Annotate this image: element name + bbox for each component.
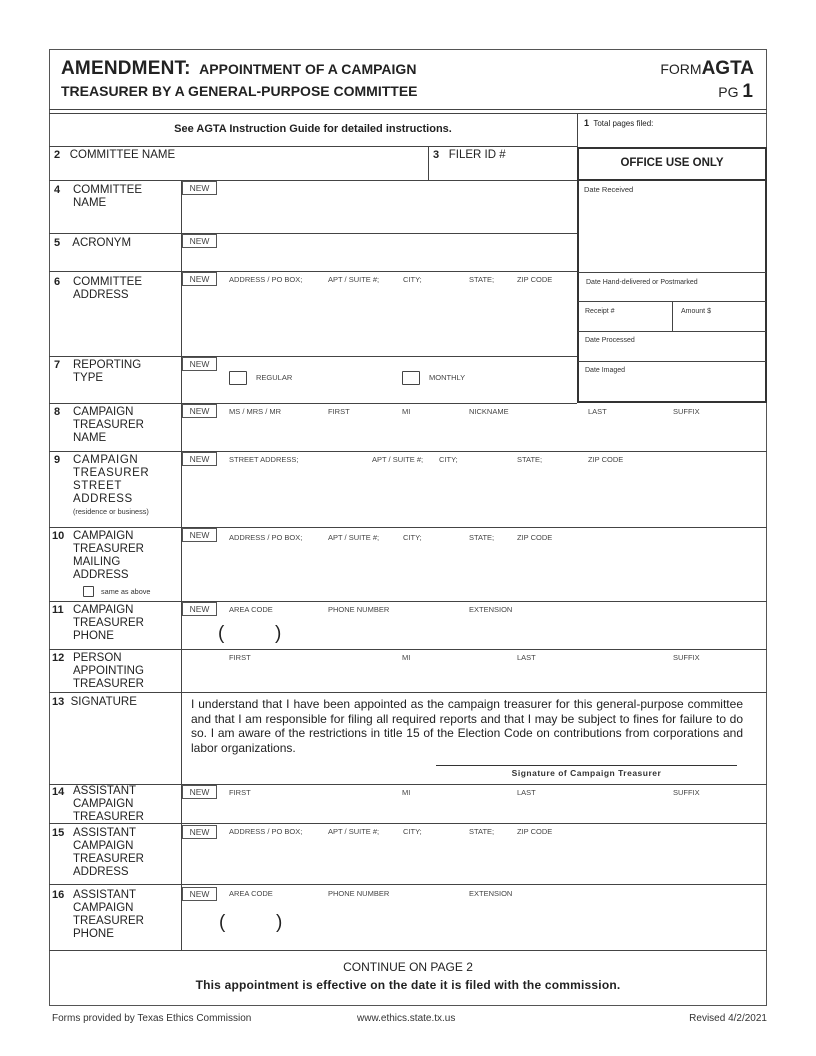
divider — [49, 403, 577, 404]
date-imaged-label: Date Imaged — [585, 367, 626, 374]
divider — [49, 271, 577, 272]
subfield-apt: APT / SUITE #; — [328, 275, 380, 284]
divider — [49, 784, 767, 785]
divider — [49, 146, 577, 147]
subfield-last: LAST — [588, 407, 607, 416]
instructions-text: See AGTA Instruction Guide for detailed instructions. — [174, 123, 452, 135]
form-code: FORMAGTA — [660, 58, 754, 79]
field-15-label: 15 — [52, 827, 65, 839]
divider — [49, 180, 577, 181]
subfield-state: STATE; — [469, 827, 495, 836]
subfield-zip: ZIP CODE — [588, 455, 624, 464]
field-12-label-text: PERSON APPOINTING TREASURER — [73, 652, 144, 690]
subfield-state: STATE; — [469, 275, 495, 284]
subfield-mi: MI — [402, 788, 411, 797]
assistant-extension-input[interactable] — [469, 915, 589, 933]
divider — [577, 114, 578, 147]
filer-id-input[interactable] — [434, 163, 574, 179]
footer-website[interactable]: www.ethics.state.tx.us — [357, 1013, 456, 1024]
field-5-label: 5 ACRONYM — [54, 237, 132, 249]
footer-provider: Forms provided by Texas Ethics Commission — [52, 1013, 252, 1024]
regular-label: REGULAR — [256, 373, 293, 382]
field-15-label-text: ASSISTANT CAMPAIGN TREASURER ADDRESS — [73, 827, 144, 878]
effective-notice: This appointment is effective on the date it is filed with the commission. — [195, 978, 621, 992]
treasurer-extension-input[interactable] — [469, 626, 589, 644]
new-indicator[interactable]: NEW — [182, 602, 217, 616]
title-appointment: APPOINTMENT OF A CAMPAIGN — [199, 61, 417, 77]
subfield-first: FIRST — [229, 653, 251, 662]
total-pages-input[interactable] — [655, 130, 755, 144]
footer-revised: Revised 4/2/2021 — [689, 1013, 767, 1024]
divider — [428, 147, 429, 181]
field-7-label: 7 — [54, 359, 61, 371]
divider — [578, 179, 766, 181]
subfield-salutation: MS / MRS / MR — [229, 407, 282, 416]
new-indicator[interactable]: NEW — [182, 825, 217, 839]
subfield-apt: APT / SUITE #; — [372, 455, 424, 464]
subfield-state: STATE; — [469, 533, 495, 542]
new-indicator[interactable]: NEW — [182, 528, 217, 542]
subfield-city: CITY; — [403, 275, 422, 284]
new-indicator[interactable]: NEW — [182, 404, 217, 418]
paren-open: ( — [218, 623, 225, 644]
divider — [49, 109, 767, 110]
field-4-label-text: COMMITTEE NAME — [73, 184, 142, 209]
subfield-last: LAST — [517, 653, 536, 662]
committee-address-input[interactable] — [186, 290, 571, 350]
subfield-phone-number: PHONE NUMBER — [328, 889, 390, 898]
field-14-label: 14 — [52, 786, 65, 798]
monthly-checkbox[interactable] — [402, 371, 420, 385]
divider — [49, 451, 767, 452]
same-as-above-checkbox[interactable] — [83, 586, 94, 597]
new-indicator[interactable]: NEW — [182, 887, 217, 901]
committee-name-input[interactable] — [55, 163, 425, 179]
divider — [578, 331, 766, 332]
subfield-apt: APT / SUITE #; — [328, 827, 380, 836]
divider — [49, 649, 767, 650]
field-14-label-text: ASSISTANT CAMPAIGN TREASURER — [73, 785, 144, 823]
subfield-last: LAST — [517, 788, 536, 797]
subfield-zip: ZIP CODE — [517, 533, 553, 542]
field-16-label-text: ASSISTANT CAMPAIGN TREASURER PHONE — [73, 889, 144, 940]
receipt-label: Receipt # — [585, 308, 615, 315]
committee-name-label: 2 COMMITTEE NAME — [54, 149, 176, 161]
field-8-label: 8 — [54, 406, 61, 418]
field-11-label: 11 — [52, 604, 64, 616]
amount-label: Amount $ — [681, 308, 711, 315]
field-9-label: 9 — [54, 454, 61, 466]
form-title — [61, 58, 416, 80]
divider — [49, 950, 767, 951]
acronym-input[interactable] — [186, 250, 571, 268]
regular-checkbox[interactable] — [229, 371, 247, 385]
subfield-address: ADDRESS / PO BOX; — [229, 275, 303, 284]
field-10-label-text: CAMPAIGN TREASURER MAILING ADDRESS — [73, 530, 144, 581]
subfield-address: ADDRESS / PO BOX; — [229, 827, 303, 836]
field-12-label: 12 — [52, 652, 65, 664]
field-6-label-text: COMMITTEE ADDRESS — [73, 276, 142, 301]
subfield-city: CITY; — [403, 827, 422, 836]
assistant-area-code-input[interactable] — [228, 915, 272, 933]
subfield-area-code: AREA CODE — [229, 605, 273, 614]
subfield-suffix: SUFFIX — [673, 653, 700, 662]
office-use-title: OFFICE USE ONLY — [620, 157, 724, 169]
new-indicator[interactable]: NEW — [182, 357, 217, 371]
subfield-nickname: NICKNAME — [469, 407, 509, 416]
field-13-label: 13 SIGNATURE — [52, 696, 137, 708]
same-as-above-label: same as above — [101, 587, 151, 596]
subfield-address: ADDRESS / PO BOX; — [229, 533, 303, 542]
subfield-zip: ZIP CODE — [517, 275, 553, 284]
subfield-city: CITY; — [403, 533, 422, 542]
subfield-extension: EXTENSION — [469, 889, 513, 898]
total-pages-label: 1 Total pages filed: — [584, 118, 654, 128]
paren-open: ( — [219, 912, 226, 933]
divider — [49, 823, 767, 824]
new-indicator[interactable]: NEW — [182, 272, 217, 286]
field-8-label-text: CAMPAIGN TREASURER NAME — [73, 406, 144, 444]
new-indicator[interactable]: NEW — [182, 452, 217, 466]
field-4-label: 4 — [54, 184, 61, 196]
signature-input[interactable] — [436, 750, 737, 764]
treasurer-phone-input[interactable] — [290, 626, 460, 644]
new-indicator[interactable]: NEW — [182, 181, 217, 195]
date-processed-label: Date Processed — [585, 337, 635, 344]
divider — [49, 527, 767, 528]
signature-statement: I understand that I have been appointed as the campaign treasurer for this general-purpose committee and that I am responsible for filing all required reports and that I may be subject to fines for failure to do so. I am aware of the restrictions in title 15 of the Election Code on contributions from corporations and labor organizations. — [191, 697, 743, 755]
signature-line — [436, 765, 737, 766]
subfield-apt: APT / SUITE #; — [328, 533, 380, 542]
subfield-first: FIRST — [328, 407, 350, 416]
continue-notice: CONTINUE ON PAGE 2 — [343, 960, 473, 974]
subfield-zip: ZIP CODE — [517, 827, 553, 836]
divider — [578, 272, 766, 273]
date-received-label: Date Received — [584, 185, 634, 194]
assistant-name-input[interactable] — [186, 800, 761, 820]
divider — [49, 884, 767, 885]
treasurer-mailing-input[interactable] — [186, 546, 761, 596]
treasurer-name-input[interactable] — [186, 420, 761, 446]
paren-close: ) — [276, 912, 283, 933]
residence-note: (residence or business) — [73, 507, 149, 516]
divider — [49, 692, 767, 693]
field-11-label-text: CAMPAIGN TREASURER PHONE — [73, 604, 144, 642]
filer-id-label: 3 FILER ID # — [433, 149, 506, 161]
paren-close: ) — [275, 623, 282, 644]
field-16-label: 16 — [52, 889, 65, 901]
new-indicator[interactable]: NEW — [182, 785, 217, 799]
title-line-2: TREASURER BY A GENERAL-PURPOSE COMMITTEE — [61, 83, 418, 99]
subfield-area-code: AREA CODE — [229, 889, 273, 898]
person-appointing-input[interactable] — [186, 665, 761, 687]
subfield-suffix: SUFFIX — [673, 788, 700, 797]
subfield-phone-number: PHONE NUMBER — [328, 605, 390, 614]
divider — [49, 113, 767, 114]
field-9-label-text: CAMPAIGN TREASURER STREET ADDRESS — [73, 454, 150, 505]
new-indicator[interactable]: NEW — [182, 234, 217, 248]
assistant-phone-input[interactable] — [290, 915, 460, 933]
new-committee-name-input[interactable] — [186, 198, 571, 230]
subfield-street: STREET ADDRESS; — [229, 455, 299, 464]
treasurer-area-code-input[interactable] — [228, 626, 272, 644]
treasurer-street-input[interactable] — [186, 468, 761, 522]
subfield-city: CITY; — [439, 455, 458, 464]
divider — [49, 233, 577, 234]
signature-caption: Signature of Campaign Treasurer — [511, 768, 662, 778]
subfield-extension: EXTENSION — [469, 605, 513, 614]
title-amendment: AMENDMENT: — [61, 58, 191, 79]
field-7-label-text: REPORTING TYPE — [73, 359, 142, 384]
divider — [578, 361, 766, 362]
monthly-label: MONTHLY — [429, 373, 466, 382]
subfield-suffix: SUFFIX — [673, 407, 700, 416]
subfield-mi: MI — [402, 407, 411, 416]
subfield-mi: MI — [402, 653, 411, 662]
divider — [49, 601, 767, 602]
page-number: PG 1 — [718, 81, 753, 102]
divider — [672, 301, 673, 331]
date-hand-delivered-label: Date Hand-delivered or Postmarked — [586, 279, 698, 286]
subfield-first: FIRST — [229, 788, 251, 797]
field-6-label: 6 — [54, 276, 61, 288]
divider — [49, 356, 577, 357]
field-10-label: 10 — [52, 530, 65, 542]
assistant-address-input[interactable] — [186, 840, 761, 880]
subfield-state: STATE; — [517, 455, 543, 464]
